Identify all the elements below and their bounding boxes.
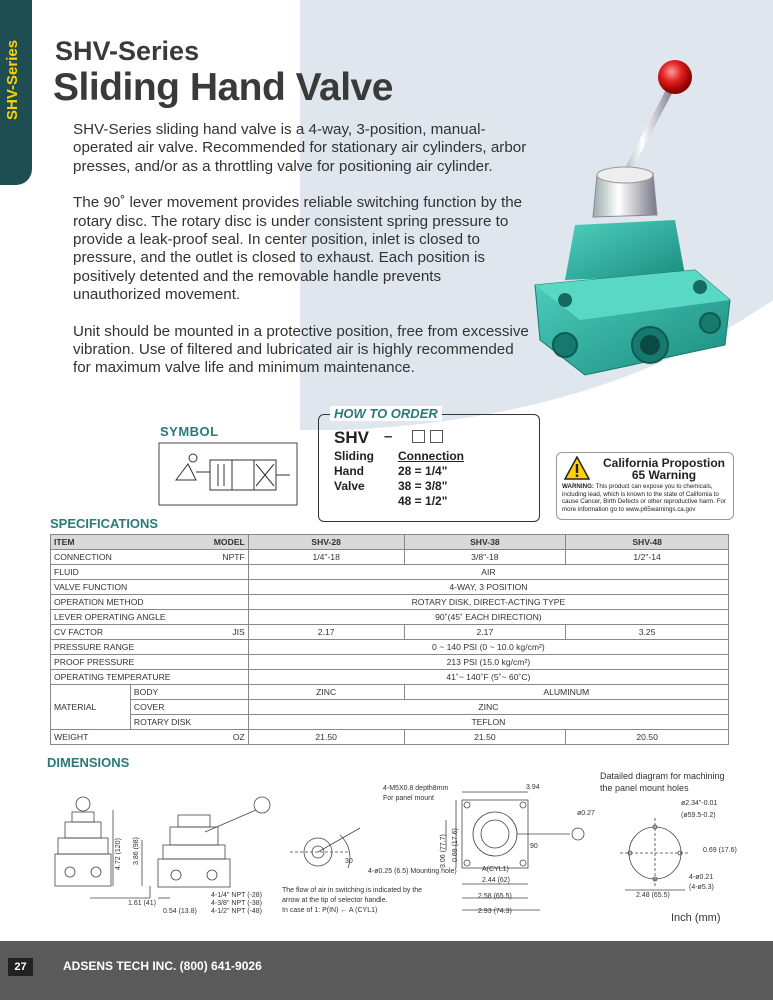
description-paragraph: The 90˚ lever movement provides reliable switching function by the rotary disc. The rotary disc is under consistent spring pressure to provide a leak-proof seal. In center position, inlet is closed to pressure, and the outlet is closed to exhaust. Each position is positively detented and the removable handle prevents unauthorized movement. xyxy=(73,194,523,304)
description xyxy=(73,121,533,396)
row-unit: JIS xyxy=(232,627,245,637)
row-label: OPERATING TEMPERATURE xyxy=(51,670,249,685)
dim-height-2: 3.86 (98) xyxy=(133,836,140,865)
symbol-label: SYMBOL xyxy=(160,424,219,439)
row-label: VALVE FUNCTION xyxy=(51,580,249,595)
table-cell: 3/8"-18 xyxy=(404,550,566,565)
dim-top-width: 3.94 xyxy=(526,784,540,791)
table-cell xyxy=(51,625,249,640)
table-cell: ZINC xyxy=(248,685,404,700)
table-row xyxy=(51,730,729,745)
specifications-table xyxy=(50,534,729,745)
dim-m5-line: 4-M5X0.8 depth8mm xyxy=(383,785,449,792)
description-paragraph: SHV-Series sliding hand valve is a 4-way, 3-position, manual-operated air valve. Recommended for stationary air cylinders, arbor presses, and/or as a throttling valve for positioning air cylinder. xyxy=(73,121,527,175)
table-cell: AIR xyxy=(248,565,728,580)
flow-note-line: arrow at the tip of selector handle. xyxy=(282,897,388,904)
header-item: ITEM xyxy=(54,537,75,547)
dim-angle: 30 xyxy=(345,858,353,865)
page-number: 27 xyxy=(8,958,33,976)
flow-note xyxy=(282,886,422,916)
detail-title-line: Datailed diagram for machining xyxy=(600,771,725,781)
dim-npt-line: 4-3/8" NPT (-38) xyxy=(211,900,262,907)
detail-dim-6: 2.48 (65.5) xyxy=(636,892,670,899)
table-cell: TEFLON xyxy=(248,715,728,730)
table-header-cell: SHV-38 xyxy=(404,535,566,550)
row-label: PROOF PRESSURE xyxy=(51,655,249,670)
how-to-order-title: HOW TO ORDER xyxy=(330,406,442,421)
table-cell: 21.50 xyxy=(404,730,566,745)
row-sublabel: COVER xyxy=(130,700,248,715)
table-row xyxy=(51,595,729,610)
side-tab-label: SHV-Series xyxy=(4,39,21,120)
flow-note-line: The flow of air in switching is indicated by the xyxy=(282,887,423,894)
specifications-title: SPECIFICATIONS xyxy=(50,516,159,531)
row-sublabel: BODY xyxy=(130,685,248,700)
table-cell: 2.17 xyxy=(404,625,566,640)
table-row xyxy=(51,565,729,580)
table-cell: 4-WAY, 3 POSITION xyxy=(248,580,728,595)
dim-npt-list xyxy=(211,892,262,916)
table-row xyxy=(51,715,729,730)
order-connection-line: 38 = 3/8" xyxy=(398,479,448,493)
row-unit: NPTF xyxy=(222,552,245,562)
row-label: MATERIAL xyxy=(51,685,131,730)
table-row xyxy=(51,685,729,700)
header-model: MODEL xyxy=(213,537,245,547)
dim-width-1: 1.61 (41) xyxy=(128,900,157,907)
dim-m5-line: For panel mount xyxy=(383,795,434,802)
side-tab xyxy=(0,0,32,185)
table-cell: ZINC xyxy=(248,700,728,715)
table-cell: 41˚~ 140˚F (5˚~ 60˚C) xyxy=(248,670,728,685)
warning-text xyxy=(562,483,732,513)
table-cell: 1/2"-14 xyxy=(566,550,729,565)
dim-vertical-2: 0.69 (17.6) xyxy=(452,828,459,862)
table-row xyxy=(51,655,729,670)
table-header-cell: SHV-28 xyxy=(248,535,404,550)
detail-dim-2: (ø59.5-0.2) xyxy=(681,812,716,819)
order-type-line: Hand xyxy=(334,464,364,478)
table-cell: 0 ~ 140 PSI (0 ~ 10.0 kg/cm²) xyxy=(248,640,728,655)
warning-title: California Propostion 65 Warning xyxy=(602,456,725,482)
row-unit: OZ xyxy=(232,732,245,742)
table-cell: 21.50 xyxy=(248,730,404,745)
order-connection-header: Connection xyxy=(398,449,464,463)
company-info: ADSENS TECH INC. (800) 641-9026 xyxy=(63,959,262,973)
order-box-square xyxy=(430,430,443,443)
table-row xyxy=(51,535,729,550)
table-cell: 90˚(45˚ EACH DIRECTION) xyxy=(248,610,728,625)
row-label: OPERATION METHOD xyxy=(51,595,249,610)
order-type-line: Sliding xyxy=(334,449,374,463)
table-row xyxy=(51,610,729,625)
order-dash: – xyxy=(384,428,393,445)
table-cell: 2.17 xyxy=(248,625,404,640)
detail-title-line: the panel mount holes xyxy=(600,783,689,793)
detail-dim-3: 0.69 (17.6) xyxy=(703,847,737,854)
row-sublabel: ROTARY DISK xyxy=(130,715,248,730)
order-type-lines xyxy=(334,449,374,494)
table-cell: 20.50 xyxy=(566,730,729,745)
dim-npt-line: 4-1/2" NPT (-48) xyxy=(211,908,262,915)
unit-label: Inch (mm) xyxy=(671,912,721,924)
dim-cyl: A(CYL1) xyxy=(482,866,509,873)
order-connection-line: 48 = 1/2" xyxy=(398,494,448,508)
warning-icon xyxy=(564,456,590,480)
valve-product-image xyxy=(525,55,740,385)
dim-ninety: 90 xyxy=(530,843,538,850)
table-row xyxy=(51,670,729,685)
table-header-cell: SHV-48 xyxy=(566,535,729,550)
flow-note-line: In case of 1: P(IN) ← A (CYL1) xyxy=(282,907,378,914)
page-title: Sliding Hand Valve xyxy=(53,66,393,109)
row-label: FLUID xyxy=(51,565,249,580)
table-cell xyxy=(51,730,249,745)
row-label: CV FACTOR xyxy=(54,627,104,637)
description-paragraph: Unit should be mounted in a protective position, free from excessive vibration. Use of filtered and lubricated air is highly recommended for maximum valve life and minimum maintenance. xyxy=(73,322,529,377)
dim-vertical-1: 3.06 (77.7) xyxy=(440,834,447,868)
row-label: WEIGHT xyxy=(54,732,89,742)
row-label: PRESSURE RANGE xyxy=(51,640,249,655)
dim-width-2: 0.54 (13.8) xyxy=(163,908,197,915)
warning-label: WARNING: xyxy=(562,483,594,490)
row-label: LEVER OPERATING ANGLE xyxy=(51,610,249,625)
dim-hole: ø0.27 xyxy=(577,810,595,817)
row-label: CONNECTION xyxy=(54,552,112,562)
dim-npt-line: 4-1/4" NPT (-28) xyxy=(211,892,262,899)
dim-bottom-2: 2.58 (65.5) xyxy=(478,893,512,900)
table-cell: 1/4"-18 xyxy=(248,550,404,565)
table-row xyxy=(51,625,729,640)
table-row xyxy=(51,550,729,565)
order-code: SHV xyxy=(334,428,369,447)
detail-dim-1: ø2.34"-0.01 xyxy=(681,800,718,807)
order-connection-line: 28 = 1/4" xyxy=(398,464,448,478)
detail-diagram-title xyxy=(600,770,725,794)
order-type-line: Valve xyxy=(334,479,365,493)
valve-symbol-diagram xyxy=(158,442,298,506)
order-box-square xyxy=(412,430,425,443)
dim-height-1: 4.72 (120) xyxy=(115,838,122,870)
dim-mount-holes: 4-ø0.25 (6.5) Mounting hole) xyxy=(368,868,457,875)
table-cell: ALUMINUM xyxy=(404,685,728,700)
detail-dim-4: 4-ø0.21 xyxy=(689,874,714,881)
table-row xyxy=(51,580,729,595)
dim-bottom-3: 2.93 (74.3) xyxy=(478,908,512,915)
order-connection-lines xyxy=(398,449,464,509)
warning-body: This product can expose you to chemicals, including lead, which is known to the state of California to cause Cancer, Birth Defects or other reproductive harm. For more information go to www.p65warnings.ca.gov xyxy=(562,483,727,513)
dim-m5-note xyxy=(383,784,448,804)
table-cell: 3.25 xyxy=(566,625,729,640)
series-heading: SHV-Series xyxy=(55,36,200,66)
table-cell xyxy=(51,550,249,565)
dim-bottom-1: 2.44 (62) xyxy=(482,877,511,884)
table-row xyxy=(51,640,729,655)
table-header-cell xyxy=(51,535,249,550)
table-cell: ROTARY DISK, DIRECT-ACTING TYPE xyxy=(248,595,728,610)
table-cell: 213 PSI (15.0 kg/cm²) xyxy=(248,655,728,670)
dimensions-title: DIMENSIONS xyxy=(47,755,130,770)
table-row xyxy=(51,700,729,715)
detail-dim-5: (4-ø5.3) xyxy=(689,884,714,891)
